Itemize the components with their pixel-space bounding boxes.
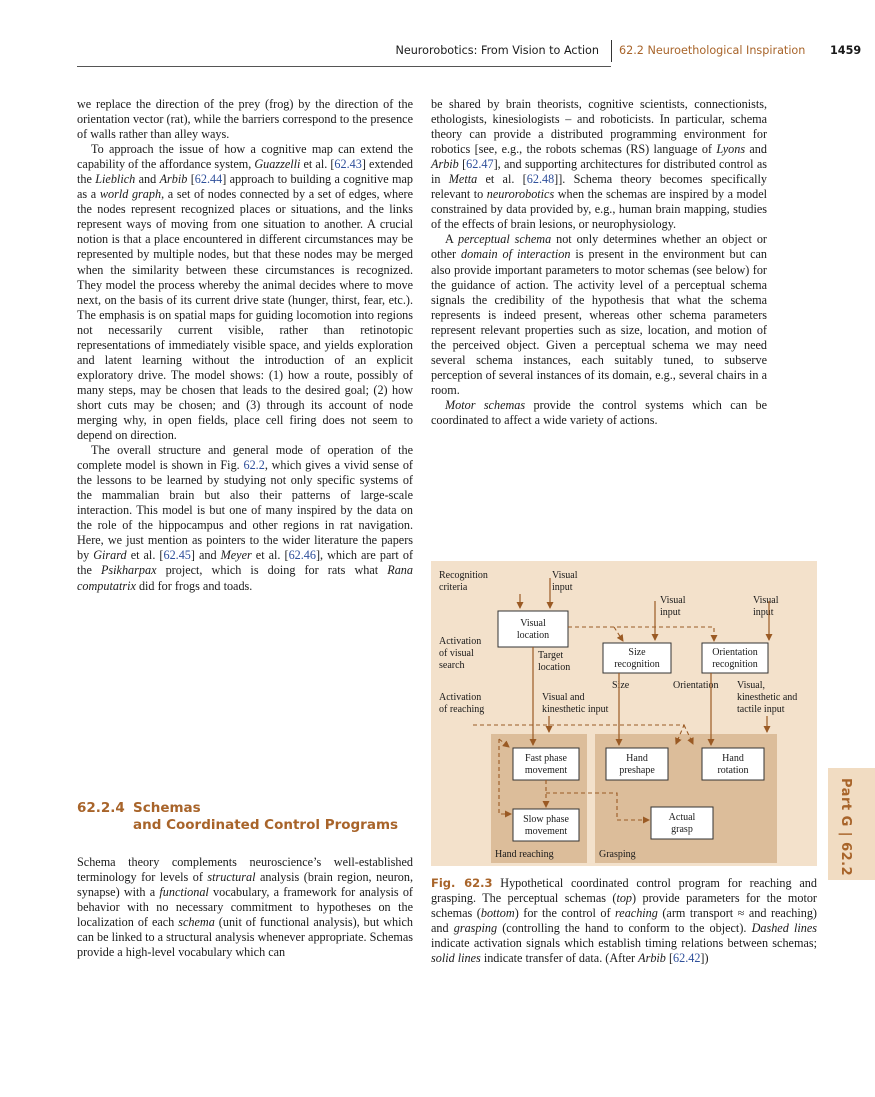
paragraph: A perceptual schema not only determines whether an object or other domain of interaction is present in the environment but can also provide important parameters to motor schemas (see below) for the guidance of action. The activity level of a perceptual schema signals the credibility of the hypothesis that what the schema represents is indeed present, whereas other schema parameters represent relevant properties such as size, location, and motion of the perceived object. Given a perceptual schema we may need several schema instances, each suitably tuned, to subserve perception of several instances of its domain, e.g., several chairs in a room. xyxy=(431,232,767,397)
part-side-tab xyxy=(828,768,875,880)
header-rule xyxy=(77,66,611,67)
svg-text:Hand: Hand xyxy=(722,753,744,764)
paragraph: The overall structure and general mode of operation of the complete model is shown in Fig. 62.2, which gives a vivid sense of the lessons to be learned by studying not only specific systems of the mammalian brain but also their patterns of large-scale interaction. This model is but one of many inspired by the data on the role of the hippocampus and other regions in rat navigation. Here, we just mention as pointers to the wider literature the papers by Girard et al. [62.45] and Meyer et al. [62.46], which are part of the Psikharpax project, which is doing for rats what Rana computatrix did for frogs and toads. xyxy=(77,443,414,593)
svg-text:Orientation: Orientation xyxy=(712,647,758,658)
paragraph: we replace the direction of the prey (frog) by the direction of the orientation vector (rat), while the barriers correspond to the presence of walls rather than alley ways. xyxy=(77,97,413,142)
svg-text:of reaching: of reaching xyxy=(439,704,485,715)
author-name: Guazzelli xyxy=(254,157,301,172)
label-size: Size xyxy=(612,680,630,691)
reference-link[interactable]: 62.47 xyxy=(466,157,494,172)
figure-caption: Fig. 62.3 Hypothetical coordinated control program for reaching and grasping. The perceptual schemas (top) provide parameters for the motor schemas (bottom) for the control of reaching (arm transport ≈ and reaching) and grasping (controlling the hand to conform to the object). Dashed lines indicate activation signals which establish timing relations between schemas; solid lines indicate transfer of data. (After Arbib [62.42]) xyxy=(431,876,817,966)
model-name: Rana computatrix xyxy=(77,563,413,593)
label-visual-input: input xyxy=(753,607,774,618)
label-orientation: Orientation xyxy=(673,680,719,691)
svg-text:movement: movement xyxy=(524,826,568,837)
term: world graph xyxy=(99,187,162,202)
paragraph: Motor schemas provide the control systems which can be coordinated to affect a wide variety of actions. xyxy=(431,397,768,427)
label-visual-input: input xyxy=(660,607,681,618)
svg-text:kinesthetic input: kinesthetic input xyxy=(542,704,609,715)
label-visual-kinesthetic-input: Visual and xyxy=(542,692,585,703)
term: Motor schemas xyxy=(445,397,526,412)
svg-text:rotation: rotation xyxy=(717,765,749,776)
running-header xyxy=(0,44,875,66)
right-column xyxy=(431,97,767,428)
author-name: Arbib xyxy=(638,951,666,966)
section-heading xyxy=(77,800,413,834)
paragraph: To approach the issue of how a cognitive map can extend the capability of the affordance system, Guazzelli et al. [62.43] extended the Lieblich and Arbib [62.44] approach to building a cognitive map as a world graph, a set of nodes connected by a set of edges, where the nodes represent recognized places or situations, and the links represent ways of moving from one situation to another. A crucial notion is that a place encountered in different circumstances may be represented by multiple nodes, but that these nodes may be merged when the similarity between these circumstances is recognized. They model the process whereby the animal decides where to move next, on the basis of its current drive state (hunger, thirst, fear, etc.). The emphasis is on spatial maps for guiding locomotion into regions not necessarily current visible, rather than retinotopic representations of immediately visible space, and yields exploration and latent learning without the introduction of an explicit exploratory drive. The model shows: (1) how a route, possibly of many steps, may be chosen that leads to the desired goal; (2) how short cuts may be chosen; and (3) through its account of node merging why, in open fields, place cell firing does not seem to depend on direction. xyxy=(77,142,413,443)
term: domain of interaction xyxy=(461,247,571,262)
author-name: Meyer xyxy=(220,548,252,563)
author-name: Lyons xyxy=(716,142,746,157)
section-title: 62.2 Neuroethological Inspiration xyxy=(619,44,806,57)
label-grasping: Grasping xyxy=(599,849,636,860)
svg-text:of visual: of visual xyxy=(439,648,474,659)
author-name: Girard xyxy=(93,548,127,563)
page-number: 1459 xyxy=(830,44,862,57)
author-name: Arbib xyxy=(159,172,188,187)
author-name: Metta xyxy=(448,172,478,187)
term: neurorobotics xyxy=(486,187,555,202)
figure-diagram xyxy=(431,561,817,866)
svg-text:recognition: recognition xyxy=(712,659,758,670)
reference-link[interactable]: 62.48 xyxy=(526,172,555,187)
part-side-tab-label: Part G | 62.2 xyxy=(838,778,853,877)
label-activation-reaching: Activation xyxy=(439,692,482,703)
svg-text:Hand: Hand xyxy=(626,753,648,764)
reference-link[interactable]: 62.46 xyxy=(288,548,316,563)
svg-text:location: location xyxy=(538,662,571,673)
section-number: 62.2.4 xyxy=(77,800,125,816)
svg-text:search: search xyxy=(439,660,465,671)
header-divider xyxy=(611,40,612,62)
svg-text:kinesthetic and: kinesthetic and xyxy=(737,692,798,703)
svg-text:movement: movement xyxy=(524,765,568,776)
figure-label: Fig. 62.3 xyxy=(431,876,493,890)
label-activation-visual-search: Activation xyxy=(439,636,482,647)
reference-link[interactable]: 62.45 xyxy=(163,548,191,563)
svg-text:tactile input: tactile input xyxy=(737,704,785,715)
label-visual-input: Visual xyxy=(552,570,578,581)
author-name: Arbib xyxy=(431,157,459,172)
label-recognition-criteria: Recognition xyxy=(439,570,488,581)
reference-link[interactable]: 62.43 xyxy=(334,157,362,172)
section-heading-line1: Schemas xyxy=(133,800,201,816)
svg-text:location: location xyxy=(516,630,550,641)
svg-text:Slow phase: Slow phase xyxy=(523,814,569,825)
reference-link[interactable]: 62.44 xyxy=(194,172,223,187)
term: perceptual schema xyxy=(458,232,552,247)
section-heading-line2: and Coordinated Control Programs xyxy=(133,817,399,833)
visual-location-box xyxy=(498,611,568,647)
left-column xyxy=(77,97,413,594)
svg-text:Actual: Actual xyxy=(668,812,696,823)
figure-link[interactable]: 62.2 xyxy=(243,458,265,473)
paragraph: be shared by brain theorists, cognitive scientists, connectionists, ethologists, kinesiologists – and roboticists. In particular, schema theory can provide a distributed programming environment for robotics [see, e.g., the robots schemas (RS) language of Lyons and Arbib [62.47], and supporting architectures for distributed control as in Metta et al. [62.48]]. Schema theory becomes specifically relevant to neurorobotics when the schemas are inspired by a model constrained by data provided by, e.g., human brain mapping, studies of the effects of brain lesions, or neurophysiology. xyxy=(431,97,767,232)
label-visual-input: Visual xyxy=(660,595,686,606)
label-target-location: Target xyxy=(538,650,564,661)
label-visual-input: Visual xyxy=(753,595,779,606)
svg-text:Fast phase: Fast phase xyxy=(525,753,567,764)
label-hand-reaching: Hand reaching xyxy=(495,849,554,860)
book-title: Neurorobotics: From Vision to Action xyxy=(395,44,599,57)
label-recognition-criteria: criteria xyxy=(439,582,468,593)
svg-text:preshape: preshape xyxy=(619,765,655,776)
left-column-lower xyxy=(77,855,413,960)
reference-link[interactable]: 62.42 xyxy=(673,951,701,966)
svg-text:Visual: Visual xyxy=(520,618,546,629)
project-name: Psikharpax xyxy=(100,563,157,578)
svg-text:Size: Size xyxy=(628,647,646,658)
svg-text:recognition: recognition xyxy=(614,659,660,670)
author-name: Lieblich xyxy=(95,172,136,187)
svg-text:grasp: grasp xyxy=(671,824,693,835)
label-visual-kinesthetic-tactile: Visual, xyxy=(737,680,766,691)
label-visual-input: input xyxy=(552,582,573,593)
paragraph: Schema theory complements neuroscience’s well-established terminology for levels of structural analysis (brain region, neuron, synapse) with a functional vocabulary, a framework for analysis of behavior with no necessary commitment to hypotheses on the localization of each schema (unit of functional analysis), but which can be linked to a structural analysis whenever appropriate. Schemas provide a high-level vocabulary which can xyxy=(77,855,414,960)
